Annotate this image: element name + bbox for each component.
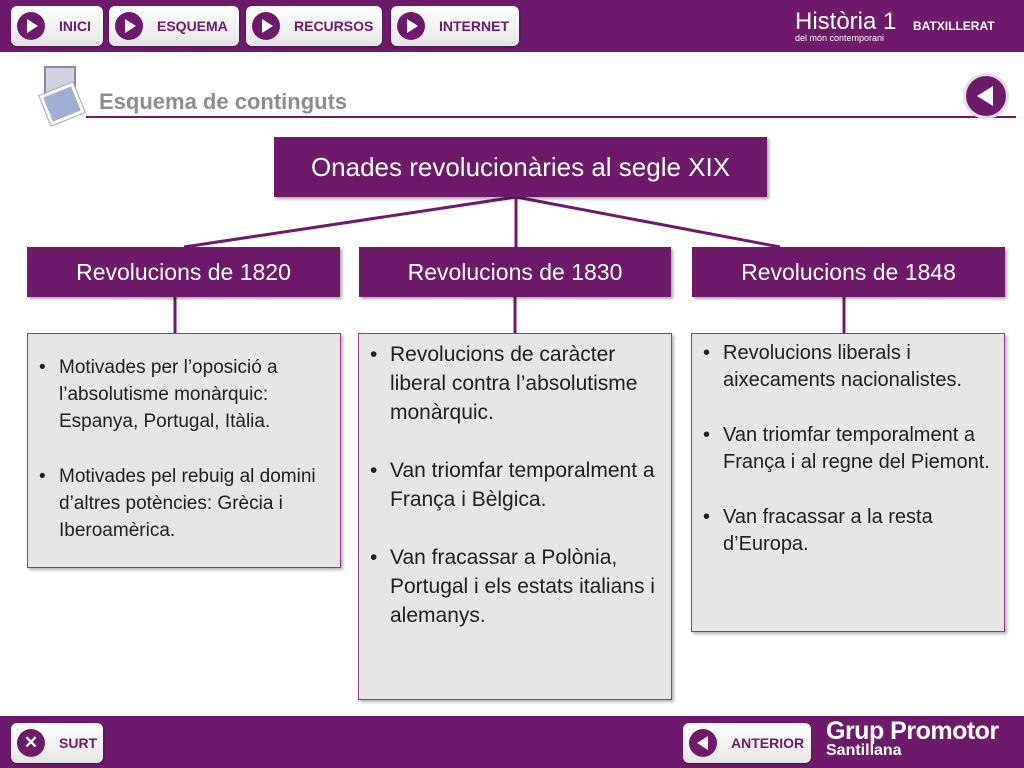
nav-button-label: INTERNET (439, 18, 509, 34)
nav-button-label: RECURSOS (294, 18, 374, 34)
publisher-name: Grup Promotor (826, 717, 999, 745)
publisher-logo (826, 717, 999, 760)
nav-button-label: ESQUEMA (157, 18, 228, 34)
diagram-title: Onades revolucionàries al segle XIX (274, 137, 767, 197)
list-item: • Motivades per l’oposició a l’absolutisme monàrquic: Espanya, Portugal, Itàlia. (59, 354, 332, 435)
play-left-icon (689, 729, 717, 757)
connector-line (516, 197, 780, 247)
previous-button-label: ANTERIOR (731, 735, 805, 751)
brand-subtitle: del món contemporani (795, 33, 885, 43)
list-item: • Van fracassar a Polònia, Portugal i els estats italians i alemanys. (390, 543, 663, 630)
list-item: • Van triomfar temporalment a França i Bèlgica. (390, 456, 663, 514)
brand-level: BATXILLERAT (913, 19, 995, 33)
exit-button-label: SURT (59, 735, 98, 751)
list-item: • Motivades pel rebuig al domini d’altres potències: Grècia i Iberoamèrica. (59, 463, 332, 544)
previous-button[interactable] (683, 723, 811, 763)
list-item: • Van fracassar a la resta d’Europa. (723, 504, 996, 558)
list-item: • Revolucions liberals i aixecaments nacionalistes. (723, 340, 996, 394)
brand-title: Història 1 (795, 8, 897, 35)
column-heading-1820: Revolucions de 1820 (27, 247, 340, 297)
column-heading-1848: Revolucions de 1848 (692, 247, 1005, 297)
connector-line (184, 197, 516, 247)
bullet-list (723, 340, 996, 558)
nav-button-label: INICI (59, 18, 91, 34)
close-icon: ✕ (17, 729, 45, 757)
bullet-list (390, 340, 663, 630)
column-body-1820 (27, 333, 341, 568)
list-item: • Revolucions de caràcter liberal contra l’absolutisme monàrquic. (390, 340, 663, 427)
publisher-sub: Santillana (826, 742, 902, 759)
column-heading-1830: Revolucions de 1830 (359, 247, 671, 297)
column-body-1848 (691, 333, 1005, 632)
column-body-1830 (358, 333, 672, 700)
section-title: Esquema de continguts (99, 89, 348, 114)
exit-button[interactable] (11, 723, 103, 763)
list-item: • Van triomfar temporalment a França i al regne del Piemont. (723, 422, 996, 476)
bullet-list (59, 354, 332, 544)
